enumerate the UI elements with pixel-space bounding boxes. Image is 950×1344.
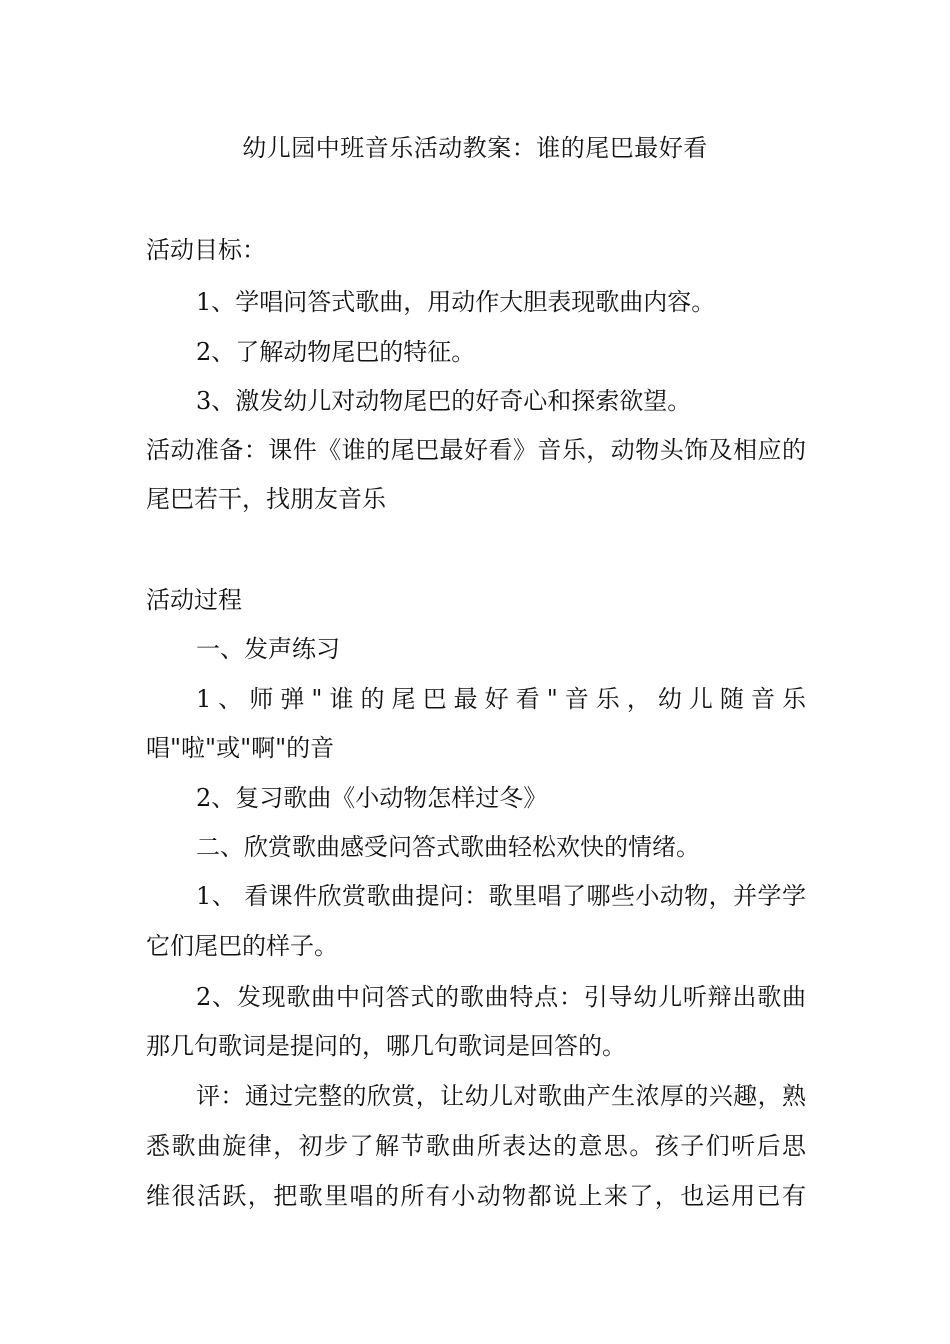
comment-line-1: 评：通过完整的欣赏，让幼儿对歌曲产生浓厚的兴趣，熟 [196, 1082, 806, 1110]
heading-activity-goals: 活动目标： [146, 236, 266, 264]
goal-item-1: 1、学唱问答式歌曲，用动作大胆表现歌曲内容。 [196, 288, 716, 316]
appreciation-step-1-line-1: 1、 看课件欣赏歌曲提问：歌里唱了哪些小动物，并学学 [196, 882, 806, 910]
vocal-step-1-line-2: 唱"啦"或"啊"的音 [146, 734, 335, 762]
vocal-step-1-line-1: 1、师弹"谁的尾巴最好看"音乐，幼儿随音乐 [196, 685, 806, 713]
appreciation-step-2-line-2: 那几句歌词是提问的，哪几句歌词是回答的。 [146, 1032, 626, 1060]
preparation-line-2: 尾巴若干，找朋友音乐 [146, 485, 386, 513]
vocal-step-2: 2、复习歌曲《小动物怎样过冬》 [196, 784, 548, 812]
heading-activity-process: 活动过程 [146, 586, 242, 614]
goal-item-3: 3、激发幼儿对动物尾巴的好奇心和探索欲望。 [196, 387, 692, 415]
appreciation-step-2-line-1: 2、发现歌曲中问答式的歌曲特点：引导幼儿听辩出歌曲 [196, 983, 806, 1011]
document-title: 幼儿园中班音乐活动教案：谁的尾巴最好看 [242, 134, 708, 162]
preparation-line-1: 活动准备：课件《谁的尾巴最好看》音乐，动物头饰及相应的 [146, 436, 806, 464]
section-song-appreciation: 二、欣赏歌曲感受问答式歌曲轻松欢快的情绪。 [196, 833, 700, 861]
comment-line-2: 悉歌曲旋律，初步了解节歌曲所表达的意思。孩子们听后思 [146, 1132, 806, 1160]
comment-line-3: 维很活跃，把歌里唱的所有小动物都说上来了，也运用已有 [146, 1182, 806, 1210]
appreciation-step-1-line-2: 它们尾巴的样子。 [146, 932, 338, 960]
section-vocal-practice: 一、发声练习 [196, 635, 340, 663]
goal-item-2: 2、了解动物尾巴的特征。 [196, 338, 476, 366]
